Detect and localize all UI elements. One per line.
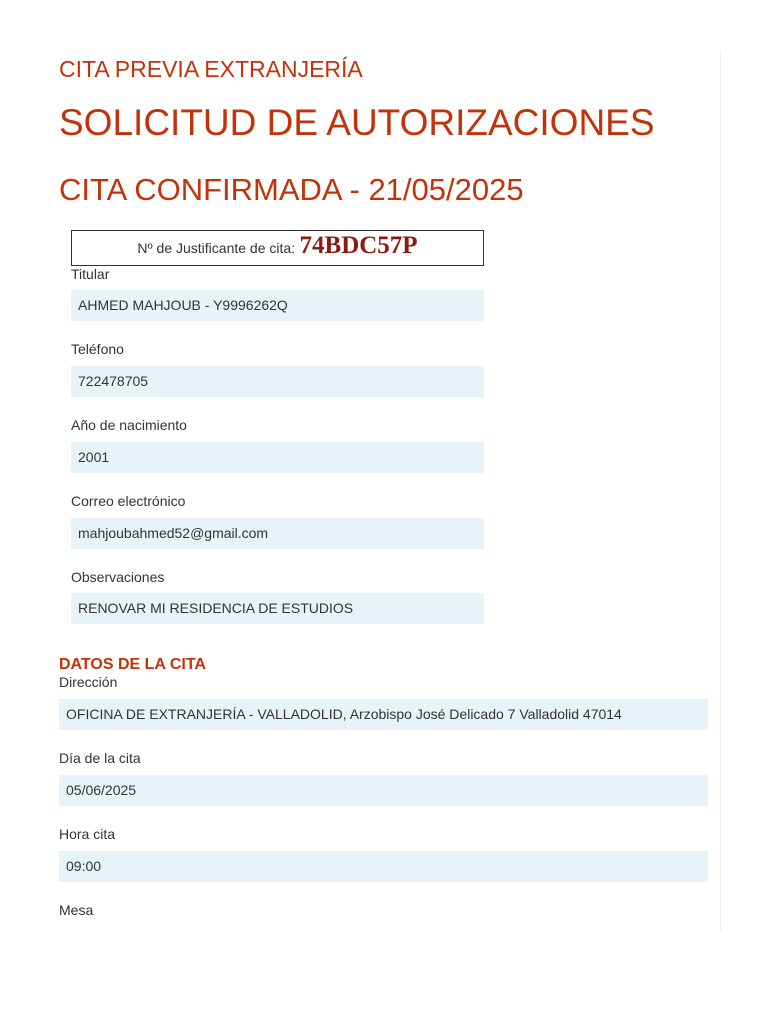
hora-value: 09:00 [59, 851, 708, 882]
dia-label: Día de la cita [59, 750, 141, 766]
dia-value: 05/06/2025 [59, 775, 708, 806]
justificante-code: 74BDC57P [299, 232, 418, 259]
page-divider [720, 50, 721, 932]
correo-label: Correo electrónico [71, 493, 186, 509]
observaciones-value: RENOVAR MI RESIDENCIA DE ESTUDIOS [71, 593, 484, 624]
page-eyebrow: CITA PREVIA EXTRANJERÍA [59, 56, 363, 82]
hora-label: Hora cita [59, 826, 116, 842]
justificante-box [71, 230, 484, 266]
nacimiento-label: Año de nacimiento [71, 417, 187, 433]
direccion-value: OFICINA DE EXTRANJERÍA - VALLADOLID, Arzobispo José Delicado 7 Valladolid 47014 [59, 699, 708, 730]
confirmation-heading: CITA CONFIRMADA - 21/05/2025 [59, 172, 524, 207]
titular-label: Titular [71, 266, 110, 282]
titular-value: AHMED MAHJOUB - Y9996262Q [71, 290, 484, 321]
telefono-label: Teléfono [71, 341, 124, 357]
mesa-label: Mesa [59, 902, 94, 918]
telefono-value: 722478705 [71, 366, 484, 397]
justificante-label: Nº de Justificante de cita: [137, 240, 296, 256]
observaciones-label: Observaciones [71, 569, 165, 585]
nacimiento-value: 2001 [71, 442, 484, 473]
cita-section-heading: DATOS DE LA CITA [59, 656, 206, 673]
direccion-label: Dirección [59, 674, 118, 690]
correo-value: mahjoubahmed52@gmail.com [71, 518, 484, 549]
page-title: SOLICITUD DE AUTORIZACIONES [59, 102, 655, 143]
